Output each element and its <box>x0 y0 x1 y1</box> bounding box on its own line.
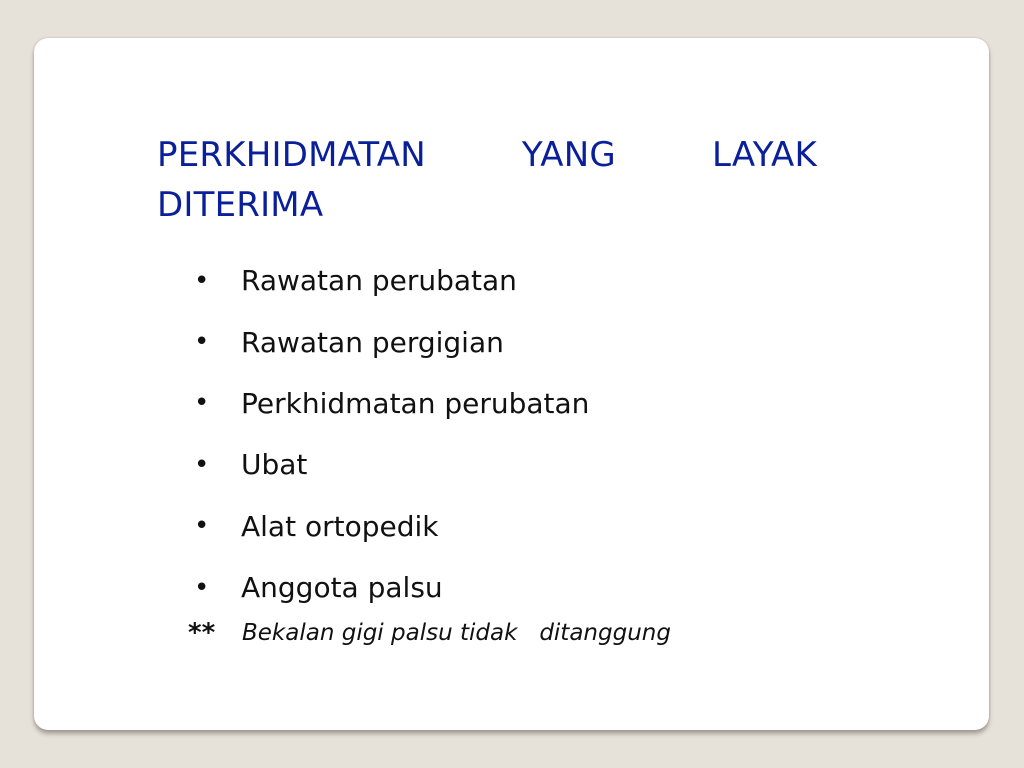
services-list <box>194 250 589 618</box>
list-item-label: Perkhidmatan perubatan <box>241 386 590 420</box>
slide <box>34 38 989 730</box>
footnote <box>188 618 671 648</box>
bullet-icon: • <box>194 327 210 358</box>
bullet-icon: • <box>194 511 210 542</box>
footnote-text: Bekalan gigi palsu tidak ditanggung <box>242 620 671 646</box>
list-item <box>194 557 589 618</box>
bullet-icon: • <box>194 388 210 419</box>
list-item-label: Rawatan perubatan <box>241 264 517 298</box>
list-item-label: Alat ortopedik <box>241 509 439 543</box>
list-item <box>194 311 589 372</box>
list-item <box>194 373 589 434</box>
list-item-label: Rawatan pergigian <box>241 325 504 359</box>
list-item <box>194 250 589 311</box>
list-item-label: Ubat <box>241 448 308 482</box>
footnote-marker: ** <box>188 618 216 648</box>
slide-title: PERKHIDMATAN YANG LAYAK DITERIMA <box>157 135 817 225</box>
bullet-icon: • <box>194 449 210 480</box>
list-item-label: Anggota palsu <box>241 571 443 605</box>
bullet-icon: • <box>194 572 210 603</box>
list-item <box>194 434 589 495</box>
list-item <box>194 496 589 557</box>
bullet-icon: • <box>194 265 210 296</box>
